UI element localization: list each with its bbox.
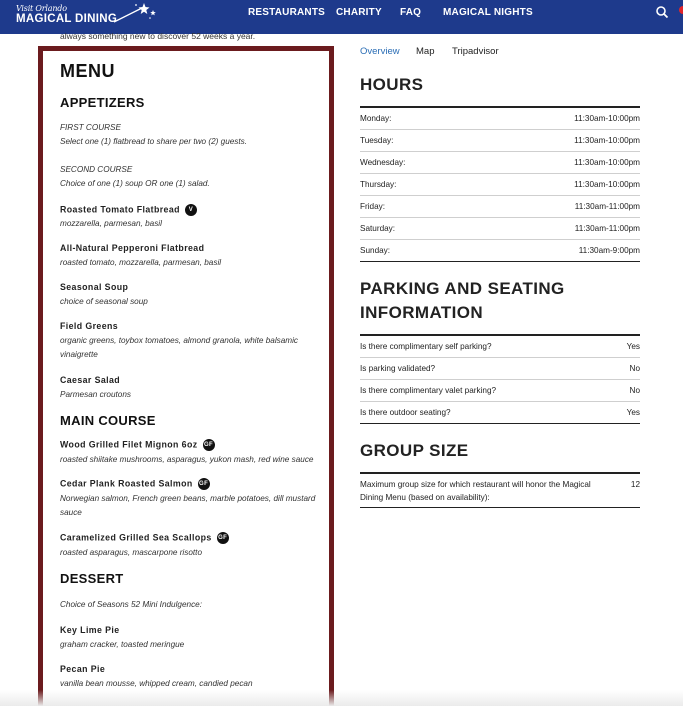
group-size-label: Maximum group size for which restaurant will honor the Magical Dining Menu (based on availability): (360, 480, 591, 502)
hours-time: 11:30am-9:00pm (578, 246, 640, 255)
dessert-note: Choice of Seasons 52 Mini Indulgence: (60, 600, 203, 609)
menu-item-name: Field Greens (60, 321, 119, 331)
tab-tripadvisor[interactable]: Tripadvisor (452, 46, 499, 57)
divider (360, 423, 640, 424)
divider (360, 195, 640, 196)
menu-item-name (60, 532, 229, 544)
divider (360, 334, 640, 336)
search-icon[interactable] (655, 5, 669, 19)
menu-item-name (60, 439, 215, 451)
divider (360, 507, 640, 508)
menu-item-name: Key Lime Pie (60, 625, 120, 635)
hours-day: Wednesday: (360, 158, 406, 167)
parking-answer: Yes (626, 408, 640, 417)
appetizers-heading: APPETIZERS (60, 95, 145, 110)
menu-item-name: All-Natural Pepperoni Flatbread (60, 243, 205, 253)
dessert-heading: DESSERT (60, 571, 124, 586)
parking-answer: Yes (626, 342, 640, 351)
logo-small-text: Visit Orlando (16, 4, 67, 13)
menu-item-desc: roasted tomato, mozzarella, parmesan, basil (60, 258, 222, 267)
intro-text: always something new to discover 52 weeks a year. (60, 31, 256, 41)
menu-item-desc: Parmesan croutons (60, 390, 131, 399)
hours-time: 11:30am-10:00pm (574, 158, 640, 167)
menu-item-desc: roasted shiitake mushrooms, asparagus, yukon mash, red wine sauce (60, 455, 314, 464)
hours-heading: HOURS (360, 75, 424, 94)
item-title: Wood Grilled Filet Mignon 6oz (60, 439, 198, 450)
item-title: Cedar Plank Roasted Salmon (60, 478, 193, 489)
menu-item-name (60, 204, 197, 216)
gluten-free-badge: GF (198, 478, 210, 490)
gluten-free-badge: GF (217, 532, 229, 544)
hours-time: 11:30am-11:00pm (574, 202, 640, 211)
menu-item-desc: graham cracker, toasted meringue (60, 640, 185, 649)
first-course-note: Select one (1) flatbread to share per two (2) guests. (60, 137, 248, 146)
bottom-fade (0, 690, 683, 706)
divider (360, 151, 640, 152)
menu-panel (38, 46, 334, 706)
parking-question: Is there complimentary self parking? (360, 342, 492, 351)
item-title: Roasted Tomato Flatbread (60, 204, 180, 215)
divider (360, 217, 640, 218)
hours-time: 11:30am-10:00pm (574, 136, 640, 145)
menu-item-name: Seasonal Soup (60, 282, 129, 292)
first-course-label: FIRST COURSE (60, 123, 121, 132)
group-size-value: 12 (630, 480, 640, 489)
parking-answer: No (629, 386, 640, 395)
parking-heading: INFORMATION (360, 303, 484, 322)
group-size-heading: GROUP SIZE (360, 441, 469, 460)
item-title: Caramelized Grilled Sea Scallops (60, 532, 212, 543)
notification-dot (679, 6, 683, 14)
menu-item-desc: Norwegian salmon, French green beans, marble potatoes, dill mustard (60, 494, 316, 503)
hours-time: 11:30am-10:00pm (574, 180, 640, 189)
tab-overview[interactable]: Overview (360, 46, 400, 57)
top-navigation-bar (0, 0, 683, 34)
magic-wand-icon (112, 2, 158, 24)
divider (360, 379, 640, 380)
divider (360, 239, 640, 240)
second-course-label: SECOND COURSE (60, 165, 133, 174)
menu-item-desc: mozzarella, parmesan, basil (60, 219, 162, 228)
menu-item-desc: vinaigrette (60, 350, 98, 359)
nav-charity[interactable]: CHARITY (336, 7, 382, 18)
divider (360, 401, 640, 402)
divider (360, 472, 640, 474)
menu-title: MENU (60, 61, 115, 81)
menu-item-desc: organic greens, toybox tomatoes, almond granola, white balsamic (60, 336, 299, 345)
menu-item-desc: roasted asparagus, mascarpone risotto (60, 548, 202, 557)
hours-day: Saturday: (360, 224, 396, 233)
menu-item-name: Pecan Pie (60, 664, 106, 674)
tab-map[interactable]: Map (416, 46, 435, 57)
divider (360, 173, 640, 174)
nav-restaurants[interactable]: RESTAURANTS (248, 7, 326, 18)
hours-time: 11:30am-10:00pm (574, 114, 640, 123)
menu-item-name (60, 478, 210, 490)
gluten-free-badge: GF (203, 439, 215, 451)
hours-day: Friday: (360, 202, 386, 211)
hours-day: Thursday: (360, 180, 397, 189)
hours-day: Monday: (360, 114, 392, 123)
vegetarian-badge: V (185, 204, 197, 216)
logo-big-text: MAGICAL DINING (16, 13, 118, 25)
second-course-note: Choice of one (1) soup OR one (1) salad. (60, 179, 210, 188)
hours-day: Tuesday: (360, 136, 394, 145)
parking-heading: PARKING AND SEATING (360, 279, 565, 298)
divider (360, 357, 640, 358)
parking-question: Is parking validated? (360, 364, 436, 373)
menu-item-desc: sauce (60, 508, 82, 517)
main-course-heading: MAIN COURSE (60, 413, 156, 428)
nav-magical-nights[interactable]: MAGICAL NIGHTS (443, 7, 533, 18)
site-logo[interactable] (16, 2, 146, 30)
menu-item-desc: vanilla bean mousse, whipped cream, candied pecan (60, 679, 253, 688)
menu-item-desc: choice of seasonal soup (60, 297, 148, 306)
parking-answer: No (629, 364, 640, 373)
divider (360, 261, 640, 262)
parking-question: Is there outdoor seating? (360, 408, 451, 417)
hours-time: 11:30am-11:00pm (574, 224, 640, 233)
parking-question: Is there complimentary valet parking? (360, 386, 497, 395)
menu-item-name: Caesar Salad (60, 375, 121, 385)
divider (360, 106, 640, 108)
nav-faq[interactable]: FAQ (400, 7, 422, 18)
hours-day: Sunday: (360, 246, 391, 255)
divider (360, 129, 640, 130)
